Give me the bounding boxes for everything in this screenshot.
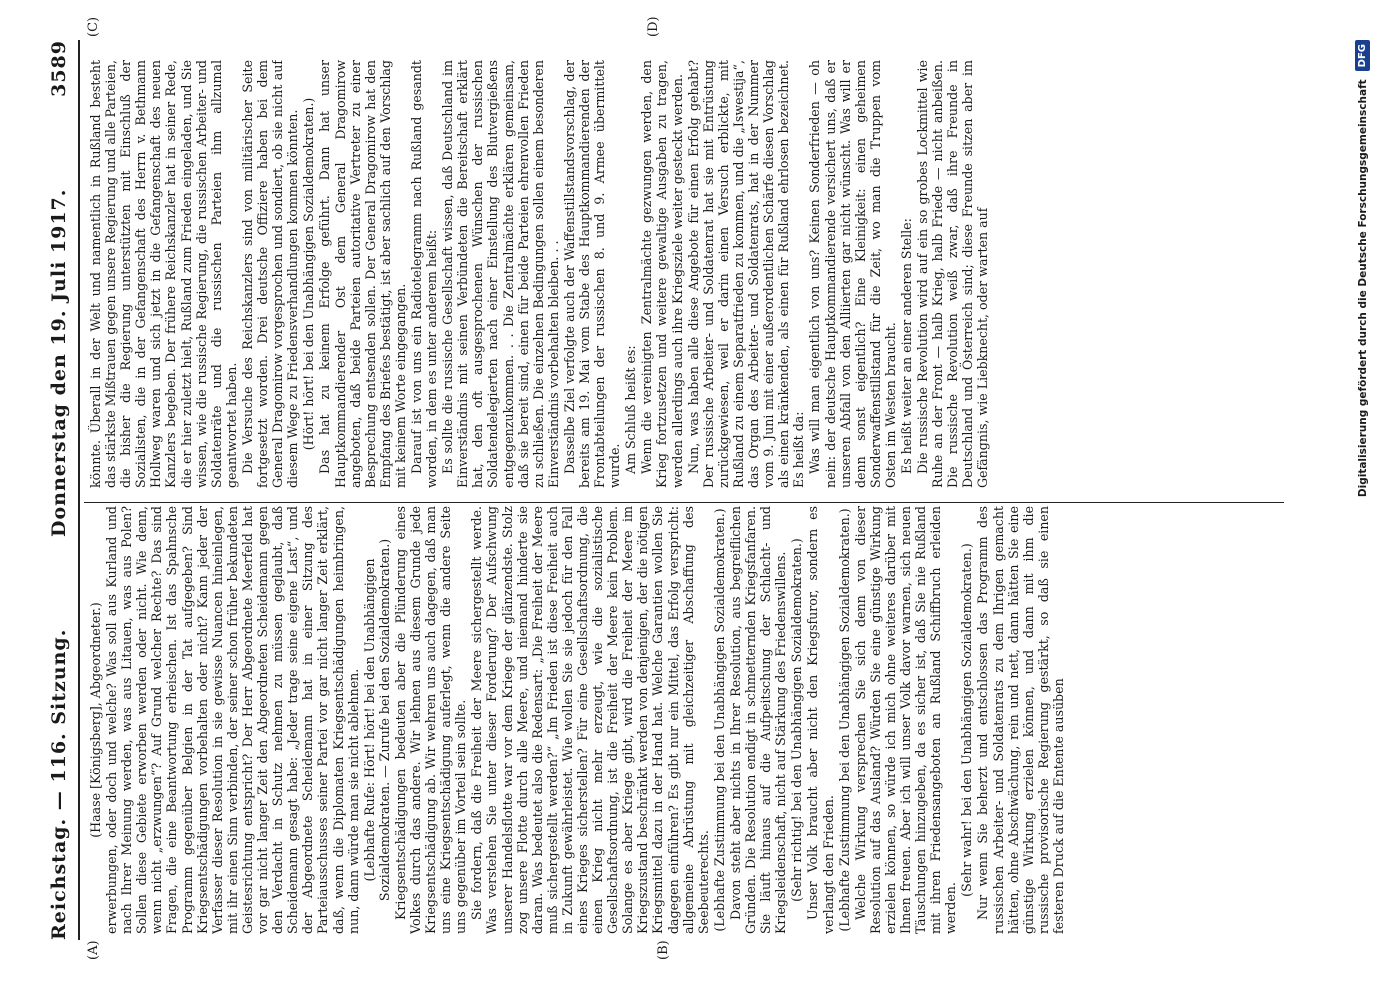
paragraph: könnte. Überall in der Welt und namentlich in Rußland besteht das stärkste Mißtrauen gegen unsere Regierung und alle Parteien, die bisher die Regierung unterstützten mit Einschluß der Sozialisten, die in der Gefangenschaft des Herrn v. Bethmann Hollweg waren und sich jetzt in die Gefangenschaft des neuen Kanzlers begeben. Der frühere Reichskanzler hat in seiner Rede, die er hier zuletzt hielt, Rußland zum Frieden eingeladen, und Sie wissen, wie die russische Regierung, die russischen Arbeiter- und Soldatenräte und die russischen Parteien ihm allzumal geantwortet haben. <box>88 60 239 488</box>
paragraph: Davon steht aber nichts in Ihrer Resolution, aus begreiflichen Gründen. Die Resolution endigt in schmetternden Kriegsfanfaren. Sie läuft hinaus auf die Aufpeitschung der Schlacht- und Kriegsleidenschaft, nicht auf Stärkung des Friedenswillens. <box>727 506 789 934</box>
paragraph: Das hat zu keinem Erfolge geführt. Dann hat unser Hauptkommandierender Ost dem General Dragomirow angeboten, daß beide Parteien autoritative Vertreter zu einer Besprechung entsenden sollen. Der General Dragomirow hat den Empfang des Briefes bestätigt, ist aber sachlich auf den Vorschlag mit keinem Worte eingegangen. <box>317 60 408 488</box>
right-column <box>88 60 1278 488</box>
digitization-footer <box>1355 40 1370 960</box>
margin-marker-c: (C) <box>86 16 101 37</box>
column-divider <box>84 502 1284 503</box>
paragraph: Sie fordern, daß die Freiheit der Meere sichergestellt werde. Was verstehen Sie unter dieser Forderung? Der Aufschwung unserer Handelsflotte war vor dem Kriege der glänzendste. Stolz zog unsere Flotte durch alle Meere, und niemand hinderte sie daran. Was bedeutet also die Redensart: „Die Freiheit der Meere muß sichergestellt werden?“ „Im Frieden ist diese Freiheit auch in Zukunft gewährleistet. Wie wollen Sie sie jedoch für den Fall eines Krieges sicherstellen? Für eine Gesellschaftsordnung, die einen Krieg nicht mehr erzeugt, wie die sozialistische Gesellschaftsordnung, ist die Freiheit der Meere kein Problem. Solange es aber Kriege gibt, wird die Freiheit der Meere im Kriegszustand beschränkt werden von denjenigen, der die nötigen Kriegsmittel dazu in der Hand hat. Welche Garantien wollen Sie dagegen einführen? Es gibt nur ein Mittel, das Erfolg verspricht: allgemeine Abrüstung mit gleichzeitiger Abschaffung des Seebeuterechts. <box>469 506 711 934</box>
header-left: Reichstag. — 116. Sitzung. <box>48 628 70 940</box>
interjection: (Hört! hört! bei den Unabhängigen Sozialdemokraten.) <box>301 97 317 451</box>
paragraph: Unser Volk braucht aber nicht den Kriegsfuror, sondern es verlangt den Frieden. <box>805 506 836 934</box>
paragraph: Darauf ist von uns ein Radiotelegramm nach Rußland gesandt worden, in dem es unter anderem heißt: <box>408 60 440 488</box>
quoted-paragraph: Was will man eigentlich von uns? Keinen Sonderfrieden — oh nein: der deutsche Hauptkommandierende versichert uns, daß er unseren Abfall von den Alliierten gar nicht wünscht. Was will er denn sonst eigentlich? Eine Kleinigkeit: einen geheimen Sonderwaffenstillstand für die Zeit, wo man die Truppen vom Osten im Westen braucht. <box>807 60 898 488</box>
paragraph: Dasselbe Ziel verfolgte auch der Waffenstillstandsvorschlag, der bereits am 19. Mai vom Stabe des Hauptkommandierenden der Frontabteilungen der russischen 8. und 9. Armee übermittelt wurde. <box>561 60 623 488</box>
left-column <box>88 506 1278 934</box>
margin-marker-a: (A) <box>86 940 101 960</box>
header-rule <box>78 40 80 940</box>
paragraph: Welche Wirkung versprechen Sie sich denn von dieser Resolution auf das Ausland? Würden Sie eine günstige Wirkung erzielen können, so würde ich mich ohne weiteres darüber mit Ihnen freuen. Aber ich will unser Volk davor warnen, sich neuen Täuschungen hinzugeben, da es sicher ist, daß Sie nie Rußland mit ihren Friedensangeboten an Rußland Schiffbruch erleiden werden. <box>852 506 959 934</box>
interjection: (Sehr wahr! bei den Unabhängigen Sozialdemokraten.) <box>959 543 975 897</box>
paragraph: Am Schluß heißt es: <box>623 345 639 474</box>
header-date: Donnerstag den 19. Juli 1917. <box>48 188 70 537</box>
speaker-line: (Haase [Königsberg], Abgeordneter.) <box>88 602 103 838</box>
dfg-logo: DFG <box>1355 40 1370 71</box>
interjection: (Lebhafte Rufe: Hört! hört! bei den Unabhängigen Sozialdemokraten. — Zurufe bei den Sozialdemokraten.) <box>361 538 392 902</box>
margin-marker-d: (D) <box>646 16 661 37</box>
paragraph: Nur wenn Sie beherzt und entschlossen das Programm des russischen Arbeiter- und Soldatenrats zu dem Ihrigen gemacht hätten, ohne Abschwächung, rein und nett, dann hätten Sie eine günstige Wirkung erzielen können, und dann mit ihm die russische provisorische Regierung gestärkt, so daß sie einen festeren Druck auf die Entente ausüben <box>975 506 1066 934</box>
interjection: (Sehr richtig! bei den Unabhängigen Sozialdemokraten.) <box>789 538 805 902</box>
quoted-paragraph: Es sollte die russische Gesellschaft wissen, daß Deutschland im Einverständnis mit seinen Verbündeten die Bereitschaft erklärt hat, den oft ausgesprochenen Wünschen der russischen Soldatendelegierten nach einer Einstellung des Blutvergießens entgegenzukommen. . . Die Zentralmächte erklären gemeinsam, daß sie bereit sind, einen für beide Parteien ehrenvollen Frieden zu schließen. Die einzelnen Bedingungen sollen einem besonderen Einverständnis vorbehalten bleiben. . . <box>440 60 561 488</box>
digitization-note: Digitalisierung gefördert durch die Deutsche Forschungsgemeinschaft <box>1356 79 1369 498</box>
page-number: 3589 <box>48 40 70 97</box>
page-header <box>44 40 74 940</box>
paragraph: Nun, was haben alle diese Angebote für einen Erfolg gehabt? Der russische Arbeiter- und Soldatenrat hat sie mit Entrüstung zurückgewiesen, weil er darin einen Versuch erblickte, mit Rußland zu einem Separatfrieden zu kommen, und die „Iswestija“, das Organ des Arbeiter- und Soldatenrats, hat in der Nummer vom 9. Juni mit einer außerordentlichen Schärfe diesen Vorschlag als einen kränkenden, als einen für Rußland ehrlosen bezeichnet. Es heißt da: <box>685 60 807 488</box>
margin-marker-b: (B) <box>656 940 671 960</box>
paragraph: erwerbungen, oder doch und welche? Was soll aus Kurland und nach Ihrer Meinung werden, was aus Litauen, was aus Polen? Sollen diese Gebiete erworben werden oder nicht. Wie denn, wenn nicht „erzwungen“? Auf Grund welcher Rechte? Das sind Fragen, die eine Beantwortung erheischen. Ist das Spahnsche Programm gegenüber Belgien in der Tat aufgegeben? Sind Kriegsentschädigungen vorbehalten oder nicht? Kann jeder der Verfasser dieser Resolution in sie gewisse Nuancen hineinlegen, mit ihr einen Sinn verbinden, der seiner schon früher bekundeten Geistesrichtung entspricht? Der Herr Abgeordnete Meerfeld hat vor gar nicht langer Zeit den Abgeordneten Scheidemann gegen den Verdacht in Schutz nehmen zu müssen geglaubt, daß Scheidemann gesagt habe: „Jeder trage seine eigene Last“, und der Abgeordnete Scheidemann hat in einer Sitzung des Parteiausschusses seiner Partei vor gar nicht langer Zeit erklärt, daß, wenn die Diplomaten Kriegsentschädigungen heimbringen, nun, dann würde man sie nicht ablehnen. <box>104 506 361 934</box>
interjection: (Lebhafte Zustimmung bei den Unabhängigen Sozialdemokraten.) <box>836 508 852 932</box>
paragraph: Es heißt weiter an einer anderen Stelle: <box>898 218 914 474</box>
quoted-paragraph: Die russische Revolution wird auf ein so grobes Lockmittel wie Ruhe an der Front — halb Krieg, halb Friede — nicht anbeißen. Die russische Revolution weiß zwar, daß ihre Freunde in Deutschland und Österreich sind; diese Freunde sitzen aber im Gefängnis, wie Liebknecht, oder warten auf <box>915 60 991 488</box>
interjection: (Lebhafte Zustimmung bei den Unabhängigen Sozialdemokraten.) <box>711 508 727 932</box>
quoted-paragraph: Wenn die vereinigten Zentralmächte gezwungen werden, den Krieg fortzusetzen und weitere gewaltige Ausgaben zu tragen, werden allerdings auch ihre Kriegsziele weiter gesteckt werden. <box>639 60 685 488</box>
paragraph: Die Versuche des Reichskanzlers sind von militärischer Seite fortgesetzt worden. Drei deutsche Offiziere haben bei dem General Dragomirow vorgesprochen und sondiert, ob sie nicht auf diesem Wege zu Friedensverhandlungen kommen könnten. <box>239 60 301 488</box>
paragraph: Kriegsentschädigungen bedeuten aber die Plünderung eines Volkes durch das andere. Wir lehnen aus diesem Grunde jede Kriegsentschädigung ab. Wir wehren uns auch dagegen, daß man uns eine Kriegsentschädigung auferlegt, wenn die andere Seite uns gegenüber im Vorteil sein sollte. <box>392 506 469 934</box>
